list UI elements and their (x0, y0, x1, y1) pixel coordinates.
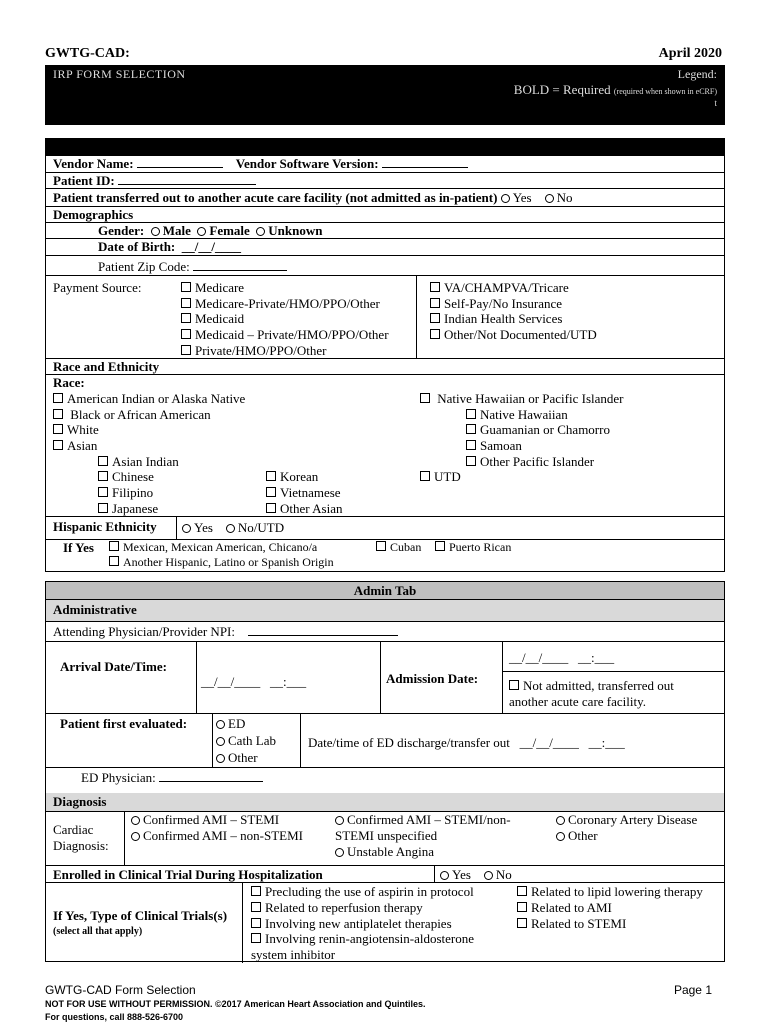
dx-option-label: Other (568, 828, 598, 843)
trial-checkbox[interactable] (517, 918, 527, 928)
payment-checkbox[interactable] (430, 329, 440, 339)
ed-discharge-time[interactable]: __:___ (588, 735, 625, 750)
gender-row (98, 223, 323, 238)
npi-row (53, 624, 398, 639)
race-pacific (420, 391, 624, 406)
trial-checkbox[interactable] (251, 902, 261, 912)
payment-left-0 (181, 280, 244, 295)
admission-time[interactable]: __:___ (577, 650, 615, 665)
not-admitted (509, 678, 674, 693)
hispanic-yes-label: Yes (194, 520, 213, 535)
race-checkbox[interactable] (98, 487, 108, 497)
hispanic-yes-radio[interactable] (182, 524, 191, 533)
hispanic-if-yes (63, 540, 94, 555)
hispanic-puerto (435, 540, 511, 555)
administrative-heading (53, 602, 137, 617)
payment-option-label: Medicaid – Private/HMO/PPO/Other (195, 327, 389, 342)
race-option-label: Native Hawaiian (480, 407, 568, 422)
ed-physician-field[interactable] (159, 770, 263, 782)
header-band (45, 65, 725, 125)
gender-label: Gender: (98, 223, 145, 238)
zip-field[interactable] (193, 259, 287, 271)
dx-option-label: Unstable Angina (347, 844, 435, 859)
hispanic-checkbox[interactable] (376, 541, 386, 551)
payment-option-label: Private/HMO/PPO/Other (195, 343, 327, 358)
first-eval-label (60, 716, 187, 731)
hispanic-checkbox[interactable] (435, 541, 445, 551)
admin-tab-label: Admin Tab (353, 583, 417, 598)
payment-checkbox[interactable] (181, 282, 191, 292)
trial-label (53, 867, 323, 882)
race-checkbox[interactable] (98, 503, 108, 513)
eval-other (216, 750, 258, 765)
transfer-yes-radio[interactable] (501, 194, 510, 203)
vendor-row (53, 156, 468, 171)
dx-radio[interactable] (335, 816, 344, 825)
payment-right-3 (430, 327, 597, 342)
payment-right-2 (430, 311, 562, 326)
asian-sub-6 (266, 501, 342, 516)
legend-bold-label: BOLD = Required (513, 82, 611, 97)
ed-physician-row (81, 770, 263, 785)
trial-option-label: Precluding the use of aspirin in protocol (265, 884, 474, 899)
gender-unknown-radio[interactable] (256, 227, 265, 236)
hispanic-label (53, 519, 157, 534)
trial-options (440, 867, 512, 882)
race-option-label: Chinese (112, 469, 154, 484)
section-divider-bar (45, 138, 725, 155)
legend-bold (514, 82, 717, 98)
transfer-row (53, 190, 573, 205)
gender-male-radio[interactable] (151, 227, 160, 236)
software-version-field[interactable] (382, 156, 468, 168)
administrative-band (46, 599, 724, 621)
hispanic-no-radio[interactable] (226, 524, 235, 533)
payment-option-label: Self-Pay/No Insurance (444, 296, 563, 311)
payment-left-2 (181, 311, 244, 326)
payment-checkbox[interactable] (430, 298, 440, 308)
dob-row (98, 239, 241, 254)
eval-radio[interactable] (216, 754, 225, 763)
footer-form-name: GWTG-CAD Form Selection (45, 983, 196, 997)
race-checkbox[interactable] (266, 487, 276, 497)
payment-option-label: Other/Not Documented/UTD (444, 327, 597, 342)
pacific-sub-3 (466, 454, 594, 469)
race-checkbox[interactable] (266, 471, 276, 481)
trial-left-0 (251, 884, 474, 899)
race-option-label: UTD (434, 469, 461, 484)
admission-label (386, 671, 478, 686)
race-heading (53, 359, 159, 374)
pacific-sub-2 (466, 438, 522, 453)
trial-label-text: Enrolled in Clinical Trial During Hospitalization (53, 867, 323, 882)
race-label (53, 375, 85, 390)
arrival-label (60, 659, 167, 674)
pacific-sub-0 (466, 407, 568, 422)
arrival-label-text: Arrival Date/Time: (60, 659, 167, 674)
payment-left-4 (181, 343, 326, 358)
not-admitted-checkbox[interactable] (509, 680, 519, 690)
payment-option-label: Indian Health Services (444, 311, 563, 326)
legend-mark: t (714, 98, 717, 108)
dx-option-label: Confirmed AMI – STEMI (143, 812, 280, 827)
payment-option-label: Medicare (195, 280, 245, 295)
eval-radio[interactable] (216, 737, 225, 746)
trial-left-cont: system inhibitor (251, 947, 336, 962)
race-option-label: Japanese (112, 501, 159, 516)
not-admitted-text: Not admitted, transferred out (523, 678, 674, 693)
admin-section (45, 581, 725, 962)
vendor-name-field[interactable] (137, 156, 223, 168)
admission-field[interactable] (509, 650, 614, 665)
cardiac-label-2: Diagnosis: (53, 838, 109, 853)
eval-cath (216, 733, 276, 748)
payment-checkbox[interactable] (181, 298, 191, 308)
race-checkbox[interactable] (53, 409, 63, 419)
dx-option-label: Coronary Artery Disease (568, 812, 698, 827)
hispanic-label-text: Hispanic Ethnicity (53, 519, 157, 534)
trial-yes-radio[interactable] (440, 871, 449, 880)
race-checkbox[interactable] (53, 424, 63, 434)
arrival-date[interactable]: __/__/____ (201, 674, 261, 689)
race-option-label: Korean (280, 469, 319, 484)
payment-option-label: VA/CHAMPVA/Tricare (444, 280, 569, 295)
demographics-section (45, 155, 725, 572)
race-option-label: American Indian or Alaska Native (67, 391, 246, 406)
first-eval-text: Patient first evaluated: (60, 716, 188, 731)
dx-radio[interactable] (556, 832, 565, 841)
trial-type-label (53, 908, 227, 923)
asian-sub-5 (266, 485, 341, 500)
trial-checkbox[interactable] (251, 918, 261, 928)
trial-option-label: Related to AMI (531, 900, 612, 915)
trial-checkbox[interactable] (251, 933, 261, 943)
form-date: April 2020 (658, 46, 722, 61)
ed-discharge-row (308, 735, 625, 750)
demographics-heading-text: Demographics (53, 207, 134, 222)
dx-radio[interactable] (335, 848, 344, 857)
legend-label: Legend: (677, 67, 717, 81)
trial-option-label: Related to reperfusion therapy (265, 900, 423, 915)
dx-stemi (131, 812, 279, 827)
patient-id-label: Patient ID: (53, 173, 115, 188)
race-american-indian (53, 391, 245, 406)
hispanic-if-yes-text: If Yes (63, 540, 94, 555)
hispanic-another (109, 555, 334, 570)
trial-no-label: No (495, 867, 512, 882)
arrival-field[interactable] (201, 674, 306, 689)
dx-unspecified-cont: STEMI unspecified (335, 828, 438, 843)
payment-label: Payment Source: (53, 280, 142, 295)
dx-radio[interactable] (556, 816, 565, 825)
trial-option-label: Involving new antiplatelet therapies (265, 916, 452, 931)
patient-id-row (53, 173, 256, 188)
ed-discharge-date[interactable]: __/__/____ (519, 735, 579, 750)
race-option-label: Black or African American (70, 407, 211, 422)
dx-nstemi (131, 828, 303, 843)
race-option-label: Guamanian or Chamorro (480, 422, 610, 437)
race-checkbox[interactable] (53, 440, 63, 450)
payment-left-1 (181, 296, 380, 311)
payment-checkbox[interactable] (181, 345, 191, 355)
patient-id-field[interactable] (118, 173, 256, 185)
race-option-label: Asian Indian (112, 454, 179, 469)
admission-label-text: Admission Date: (386, 671, 479, 686)
transfer-question: Patient transferred out to another acute care facility (not admitted as in-patient) (53, 190, 498, 205)
trial-no-radio[interactable] (484, 871, 493, 880)
race-checkbox[interactable] (98, 456, 108, 466)
software-version-label: Vendor Software Version: (235, 156, 379, 171)
payment-option-label: Medicare-Private/HMO/PPO/Other (195, 296, 380, 311)
eval-option-label: ED (228, 716, 246, 731)
hispanic-options (182, 520, 284, 535)
race-checkbox[interactable] (466, 456, 476, 466)
form-selection-label: IRP FORM SELECTION (53, 67, 186, 81)
trial-left-3 (251, 931, 474, 946)
administrative-heading-text: Administrative (53, 602, 137, 617)
race-label-text: Race: (53, 375, 85, 390)
npi-label: Attending Physician/Provider NPI: (53, 624, 235, 639)
payment-option-label: Medicaid (195, 311, 245, 326)
gender-male-label: Male (162, 223, 191, 238)
race-option-label: Other Asian (280, 501, 343, 516)
admission-date[interactable]: __/__/____ (509, 650, 569, 665)
form-title: GWTG-CAD: (45, 46, 130, 61)
asian-sub-1 (98, 469, 154, 484)
eval-radio[interactable] (216, 720, 225, 729)
race-checkbox[interactable] (98, 471, 108, 481)
trial-type-text: If Yes, Type of Clinical Trials(s) (53, 908, 228, 923)
admin-tab-header (46, 582, 724, 599)
race-option-label: Native Hawaiian or Pacific Islander (437, 391, 624, 406)
race-option-label: Samoan (480, 438, 522, 453)
trial-checkbox[interactable] (251, 886, 261, 896)
hispanic-option-label: Cuban (390, 540, 422, 554)
transfer-no-label: No (556, 190, 573, 205)
hispanic-checkbox[interactable] (109, 556, 119, 566)
trial-option-label: Related to lipid lowering therapy (531, 884, 703, 899)
payment-checkbox[interactable] (430, 313, 440, 323)
race-option-label: Filipino (112, 485, 154, 500)
race-checkbox[interactable] (266, 503, 276, 513)
vendor-name-label: Vendor Name: (53, 156, 134, 171)
trial-option-label: Related to STEMI (531, 916, 627, 931)
payment-checkbox[interactable] (181, 329, 191, 339)
trial-checkbox[interactable] (517, 902, 527, 912)
dx-angina (335, 844, 434, 859)
race-checkbox[interactable] (466, 409, 476, 419)
gender-female-radio[interactable] (197, 227, 206, 236)
dx-radio[interactable] (131, 832, 140, 841)
dx-option-label: Confirmed AMI – STEMI/non- (347, 812, 511, 827)
arrival-time[interactable]: __:___ (269, 674, 307, 689)
race-heading-text: Race and Ethnicity (53, 359, 160, 374)
asian-sub-4 (266, 469, 318, 484)
gender-unknown-label: Unknown (268, 223, 323, 238)
ed-physician-label: ED Physician: (81, 770, 156, 785)
dob-field[interactable]: __/__/____ (181, 239, 241, 254)
payment-left-3 (181, 327, 389, 342)
legend-bold-note: (required when shown in eCRF) (613, 87, 717, 96)
hispanic-option-label: Puerto Rican (449, 540, 512, 554)
race-option-label: Other Pacific Islander (480, 454, 595, 469)
trial-left-1 (251, 900, 423, 915)
trial-option-label: Involving renin-angiotensin-aldosterone (265, 931, 475, 946)
race-option-label: Asian (67, 438, 98, 453)
hispanic-option-label: Mexican, Mexican American, Chicano/a (123, 540, 318, 554)
diagnosis-heading (53, 794, 106, 809)
trial-yes-label: Yes (452, 867, 471, 882)
dx-option-label: Confirmed AMI – non-STEMI (143, 828, 303, 843)
race-option-label: Vietnamese (280, 485, 341, 500)
race-utd (420, 469, 461, 484)
pacific-sub-1 (466, 422, 610, 437)
footer-page: Page 1 (673, 983, 712, 997)
trial-right-0 (517, 884, 703, 899)
payment-checkbox[interactable] (181, 313, 191, 323)
trial-left-2 (251, 916, 452, 931)
eval-option-label: Other (228, 750, 258, 765)
payment-right-0 (430, 280, 569, 295)
footer-contact: For questions, call 888-526-6700 (45, 1012, 184, 1022)
gender-female-label: Female (209, 223, 250, 238)
hispanic-mexican (109, 540, 317, 555)
transfer-no-radio[interactable] (545, 194, 554, 203)
asian-sub-3 (98, 501, 158, 516)
npi-field[interactable] (248, 624, 398, 636)
trial-checkbox[interactable] (517, 886, 527, 896)
race-checkbox[interactable] (466, 424, 476, 434)
race-asian (53, 438, 97, 453)
not-admitted-cont: another acute care facility. (509, 694, 647, 709)
diagnosis-band (46, 793, 724, 811)
demographics-heading (53, 207, 133, 222)
race-black (53, 407, 211, 422)
dx-unspecified (335, 812, 511, 827)
diagnosis-heading-text: Diagnosis (53, 794, 107, 809)
zip-row (98, 259, 287, 274)
race-white (53, 422, 99, 437)
zip-label: Patient Zip Code: (98, 259, 190, 274)
hispanic-option-label: Another Hispanic, Latino or Spanish Origin (123, 555, 334, 569)
payment-checkbox[interactable] (430, 282, 440, 292)
dx-radio[interactable] (131, 816, 140, 825)
race-checkbox[interactable] (420, 471, 430, 481)
cardiac-label-1: Cardiac (53, 822, 94, 837)
hispanic-no-label: No/UTD (237, 520, 285, 535)
race-checkbox[interactable] (466, 440, 476, 450)
dx-cad (556, 812, 697, 827)
trial-right-1 (517, 900, 612, 915)
hispanic-cuban (376, 540, 421, 555)
race-checkbox[interactable] (53, 393, 63, 403)
ed-discharge-label: Date/time of ED discharge/transfer out (308, 735, 510, 750)
race-option-label: White (67, 422, 99, 437)
transfer-yes-label: Yes (512, 190, 532, 205)
footer-notice: NOT FOR USE WITHOUT PERMISSION. ©2017 American Heart Association and Quintiles. (45, 999, 426, 1009)
eval-option-label: Cath Lab (228, 733, 277, 748)
asian-sub-0 (98, 454, 179, 469)
trial-right-2 (517, 916, 626, 931)
race-checkbox[interactable] (420, 393, 430, 403)
asian-sub-2 (98, 485, 153, 500)
eval-ed (216, 716, 245, 731)
dx-other (556, 828, 598, 843)
trial-select-all-text: (select all that apply) (53, 926, 143, 937)
trial-select-all (53, 924, 142, 939)
payment-right-1 (430, 296, 562, 311)
dob-label: Date of Birth: (98, 239, 176, 254)
hispanic-checkbox[interactable] (109, 541, 119, 551)
